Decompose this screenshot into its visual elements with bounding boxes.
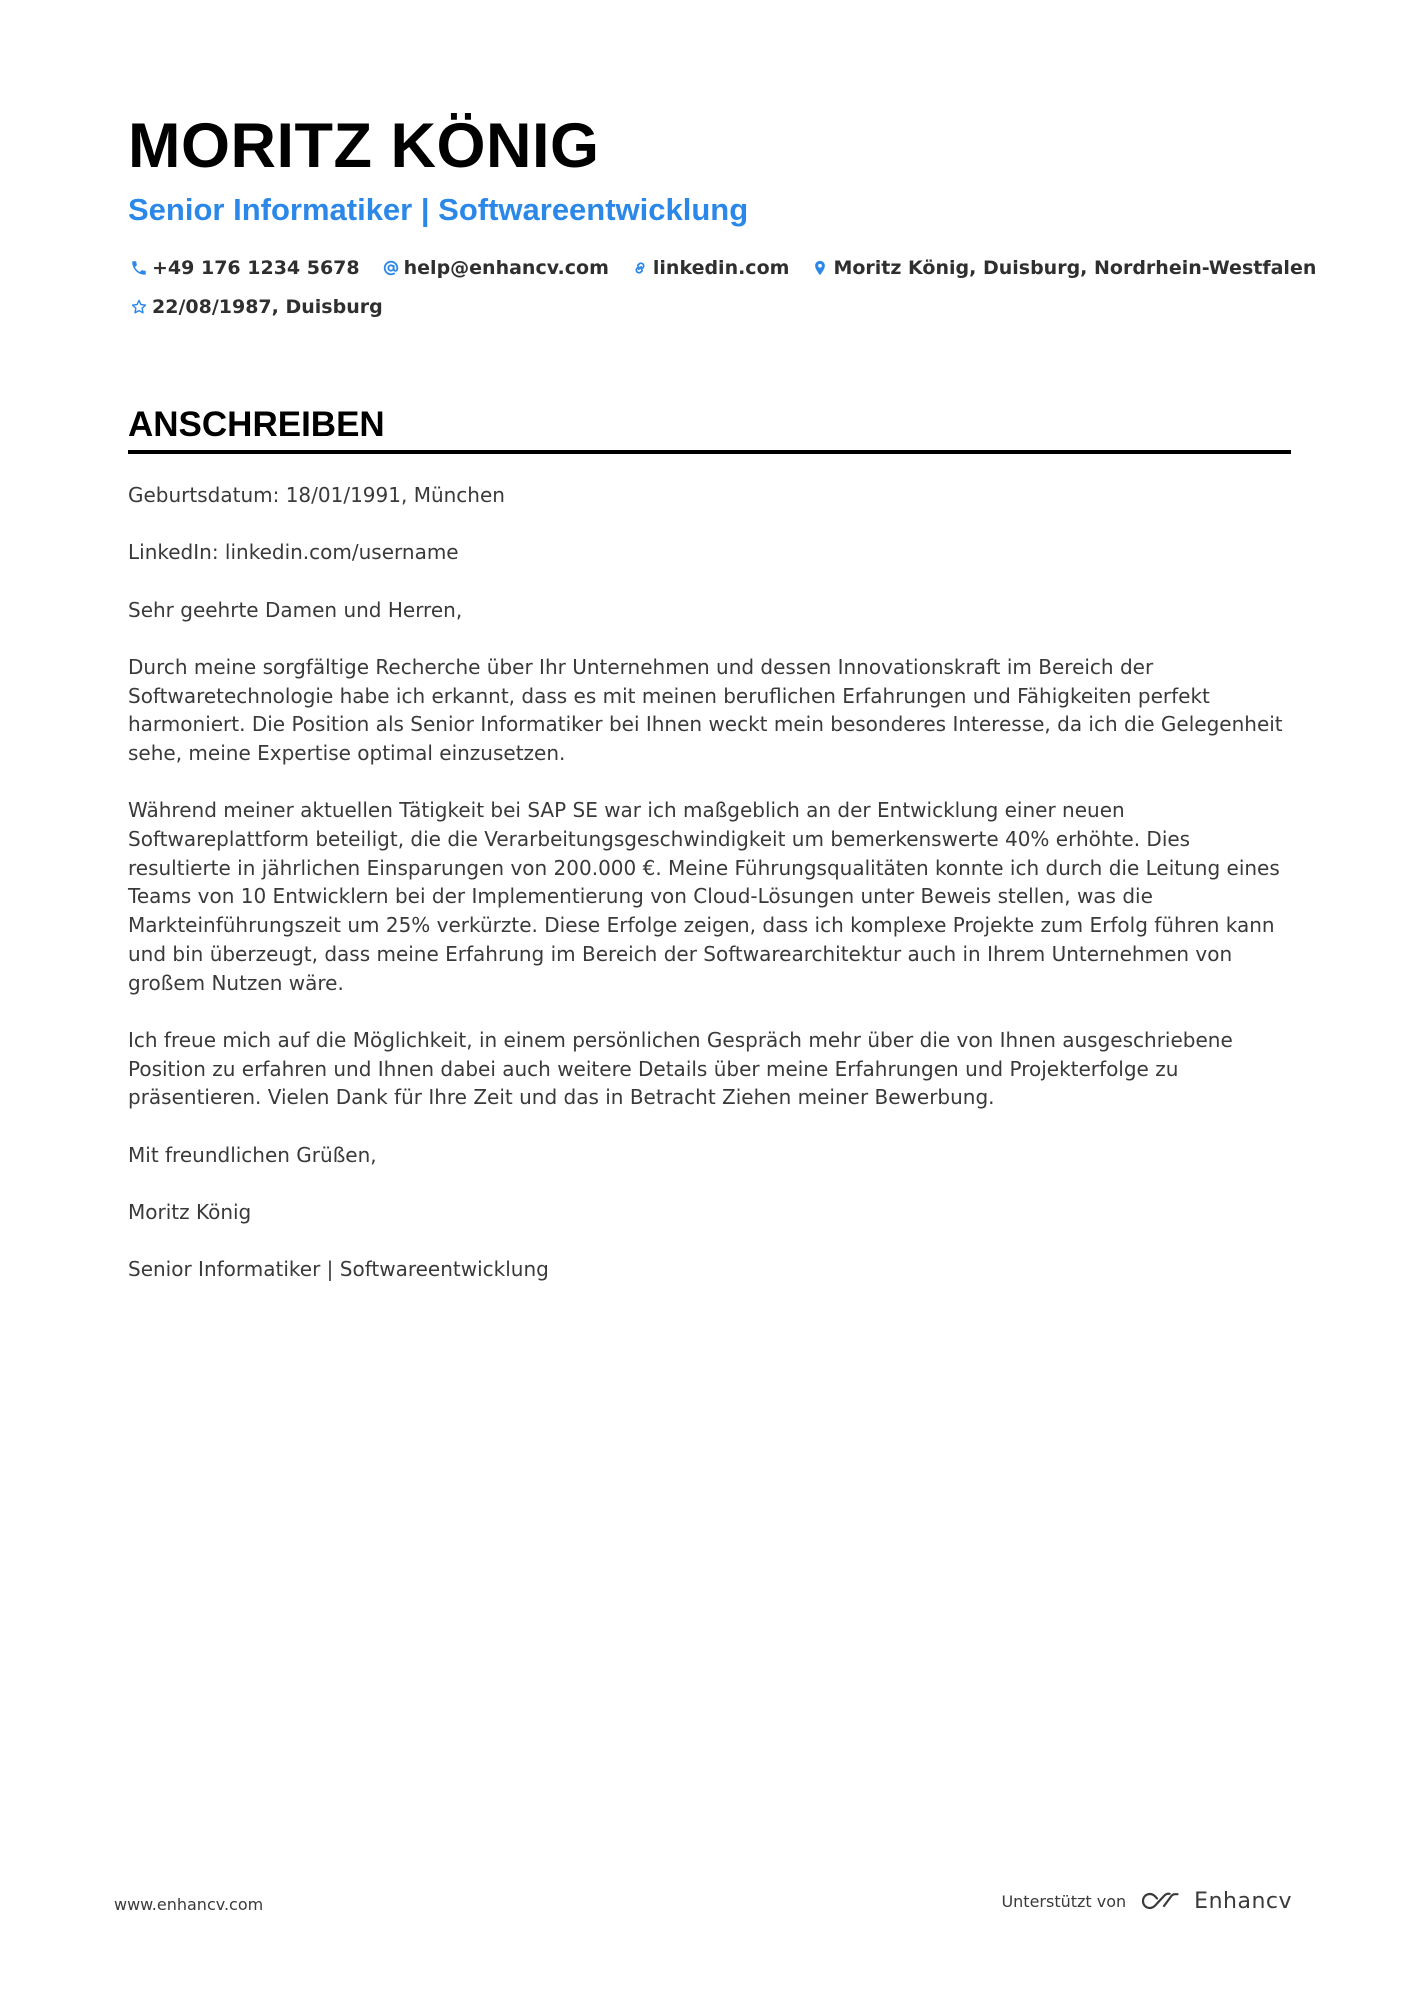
section-divider — [128, 450, 1291, 454]
contact-phone-text: +49 176 1234 5678 — [152, 257, 360, 279]
contact-birthdate-text: 22/08/1987, Duisburg — [152, 296, 383, 318]
powered-by-label: Unterstützt von — [1001, 1891, 1127, 1911]
enhancv-logo-icon — [1138, 1888, 1184, 1914]
job-title: Senior Informatiker | Softwareentwicklung — [128, 192, 749, 227]
letter-valediction: Mit freundlichen Grüßen, — [128, 1142, 377, 1167]
letter-birthdate-line: Geburtsdatum: 18/01/1991, München — [128, 483, 505, 507]
contact-row-1 — [128, 253, 1317, 283]
contact-row-2 — [128, 292, 1298, 322]
letter-paragraph-experience: Während meiner aktuellen Tätigkeit bei SAP SE war ich maßgeblich an der Entwicklung einer neuen Softwareplattform beteiligt, die die Verarbeitungsgeschwindigkeit um bemerkenswerte 40% erhöhte. Dies resultierte in jährlichen Einsparungen von 200.000 €. Meine Führungsqualitäten konnte ich durch die Leitung eines Teams von 10 Entwicklern bei der Implementierung von Cloud-Lösungen unter Beweis stellen, was die Markteinführungszeit um 25% verkürzte. Diese Erfolge zeigen, dass ich komplexe Projekte zum Erfolg führen kann und bin überzeugt, dass meine Erfahrung im Bereich der Softwarearchitektur auch in Ihrem Unternehmen von großem Nutzen wäre. — [128, 798, 1280, 995]
link-icon — [629, 257, 651, 279]
contact-location-text: Moritz König, Duisburg, Nordrhein-Westfalen — [833, 257, 1317, 279]
location-pin-icon — [809, 257, 831, 279]
letter-body — [128, 481, 1298, 1312]
letter-paragraph-intro: Durch meine sorgfältige Recherche über Ihr Unternehmen und dessen Innovationskraft im Bereich der Softwaretechnologie habe ich erkannt, dass es mit meinen beruflichen Erfahrungen und Fähigkeiten perfekt harmoniert. Die Position als Senior Informatiker bei Ihnen weckt mein besonderes Interesse, da ich die Gelegenheit sehe, meine Expertise optimal einzusetzen. — [128, 654, 1283, 765]
contact-birthdate — [128, 296, 383, 318]
contact-email — [380, 257, 609, 279]
at-icon — [380, 257, 402, 279]
section-title: ANSCHREIBEN — [128, 405, 385, 444]
letter-paragraph-closing: Ich freue mich auf die Möglichkeit, in einem persönlichen Gespräch mehr über die von Ihnen ausgeschriebene Position zu erfahren und Ihnen dabei auch weitere Details über meine Erfahrungen und Projekterfolge zu präsentieren. Vielen Dank für Ihre Zeit und das in Betracht Ziehen meiner Bewerbung. — [128, 1027, 1233, 1110]
contact-linkedin — [629, 257, 790, 279]
enhancv-brand-name: Enhancv — [1194, 1888, 1292, 1914]
footer-branding — [1001, 1888, 1292, 1914]
contact-info — [128, 253, 1317, 331]
letter-signature-name: Moritz König — [128, 1199, 252, 1224]
phone-icon — [128, 257, 150, 279]
star-icon — [128, 296, 150, 318]
contact-linkedin-text: linkedin.com — [652, 257, 790, 279]
letter-linkedin-line: LinkedIn: linkedin.com/username — [128, 540, 459, 565]
contact-phone — [128, 257, 360, 279]
contact-email-text: help@enhancv.com — [403, 257, 609, 279]
letter-signature-title: Senior Informatiker | Softwareentwicklung — [128, 1257, 549, 1282]
candidate-name: MORITZ KÖNIG — [128, 111, 600, 181]
letter-salutation: Sehr geehrte Damen und Herren, — [128, 597, 463, 622]
footer-website[interactable]: www.enhancv.com — [114, 1895, 264, 1914]
contact-location — [809, 257, 1316, 279]
